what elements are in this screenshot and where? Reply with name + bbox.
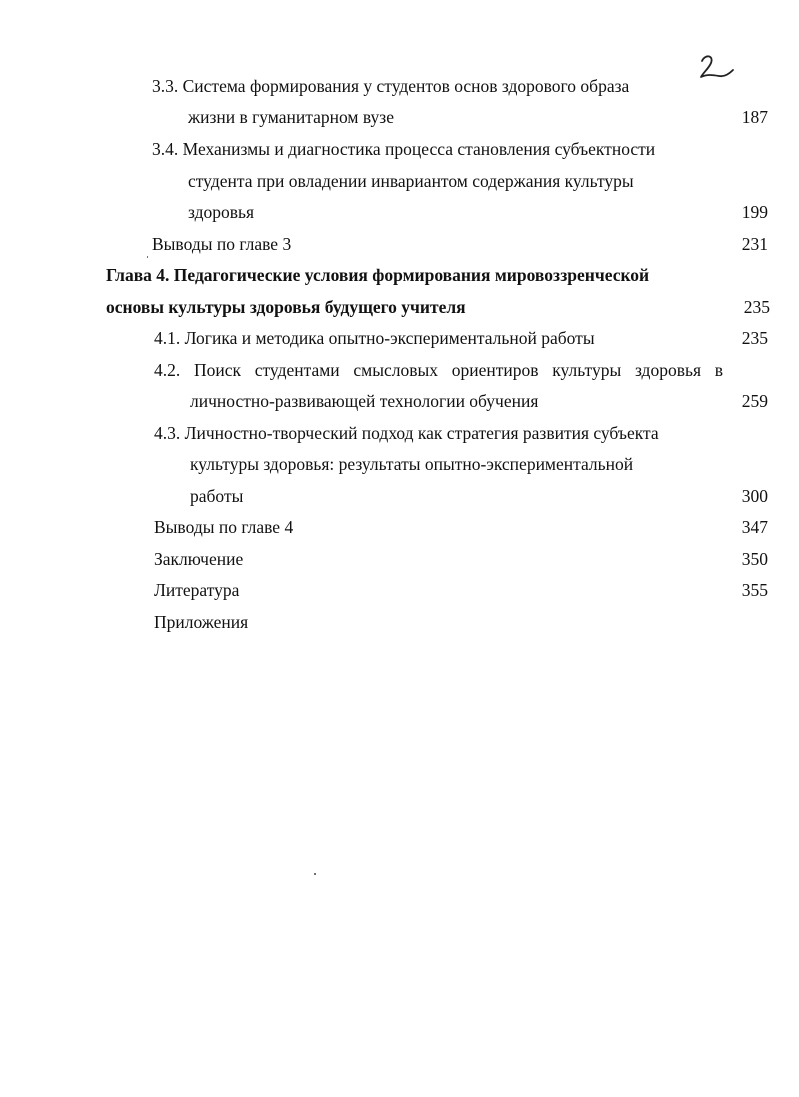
toc-entry-4-3-line3: работы <box>190 486 244 506</box>
toc-entry-3-4-line1: 3.4. Механизмы и диагностика процесса становления субъектности <box>152 139 656 159</box>
toc-chapter-4-line1: Глава 4. Педагогические условия формирования мировоззренческой <box>106 265 650 285</box>
toc-entry-4-3-line2: культуры здоровья: результаты опытно-экспериментальной <box>190 454 634 474</box>
toc-entry-3-3-page: 187 <box>741 107 768 127</box>
toc-conclusion-page: 350 <box>741 549 768 569</box>
toc-entry-4-1-page: 235 <box>741 328 768 348</box>
toc-entry-4-2-line1: 4.2. Поиск студентами смысловых ориентиров культуры здоровья в <box>154 360 723 380</box>
toc-conclusions-ch3-page: 231 <box>741 234 768 254</box>
toc-conclusions-ch3: Выводы по главе 3 <box>152 234 292 254</box>
toc-appendices: Приложения <box>154 612 249 632</box>
toc-entry-3-3-line1: 3.3. Система формирования у студентов основ здорового образа <box>152 76 630 96</box>
toc-literature-page: 355 <box>741 580 768 600</box>
toc-entry-3-4-page: 199 <box>741 202 768 222</box>
toc-entry-4-1-line1: 4.1. Логика и методика опытно-экспериментальной работы <box>154 328 595 348</box>
toc-chapter-4-line2: основы культуры здоровья будущего учителя <box>106 297 466 317</box>
toc-entry-3-3-line2: жизни в гуманитарном вузе <box>188 107 394 127</box>
toc-conclusions-ch4: Выводы по главе 4 <box>154 517 294 537</box>
handwritten-page-number <box>697 52 737 82</box>
toc-conclusions-ch4-page: 347 <box>741 517 768 537</box>
toc-entry-3-4-line3: здоровья <box>188 202 255 222</box>
toc-entry-4-3-page: 300 <box>741 486 768 506</box>
toc-entry-4-2-page: 259 <box>741 391 768 411</box>
toc-conclusion: Заключение <box>154 549 244 569</box>
toc-chapter-4-page: 235 <box>743 297 770 317</box>
toc-entry-4-2-line2: личностно-развивающей технологии обучения <box>190 391 539 411</box>
toc-entry-4-3-line1: 4.3. Личностно-творческий подход как стратегия развития субъекта <box>154 423 659 443</box>
scan-speck <box>147 256 148 258</box>
scan-speck <box>314 873 316 875</box>
toc-literature: Литература <box>154 580 240 600</box>
toc-entry-3-4-line2: студента при овладении инвариантом содержания культуры <box>188 171 634 191</box>
